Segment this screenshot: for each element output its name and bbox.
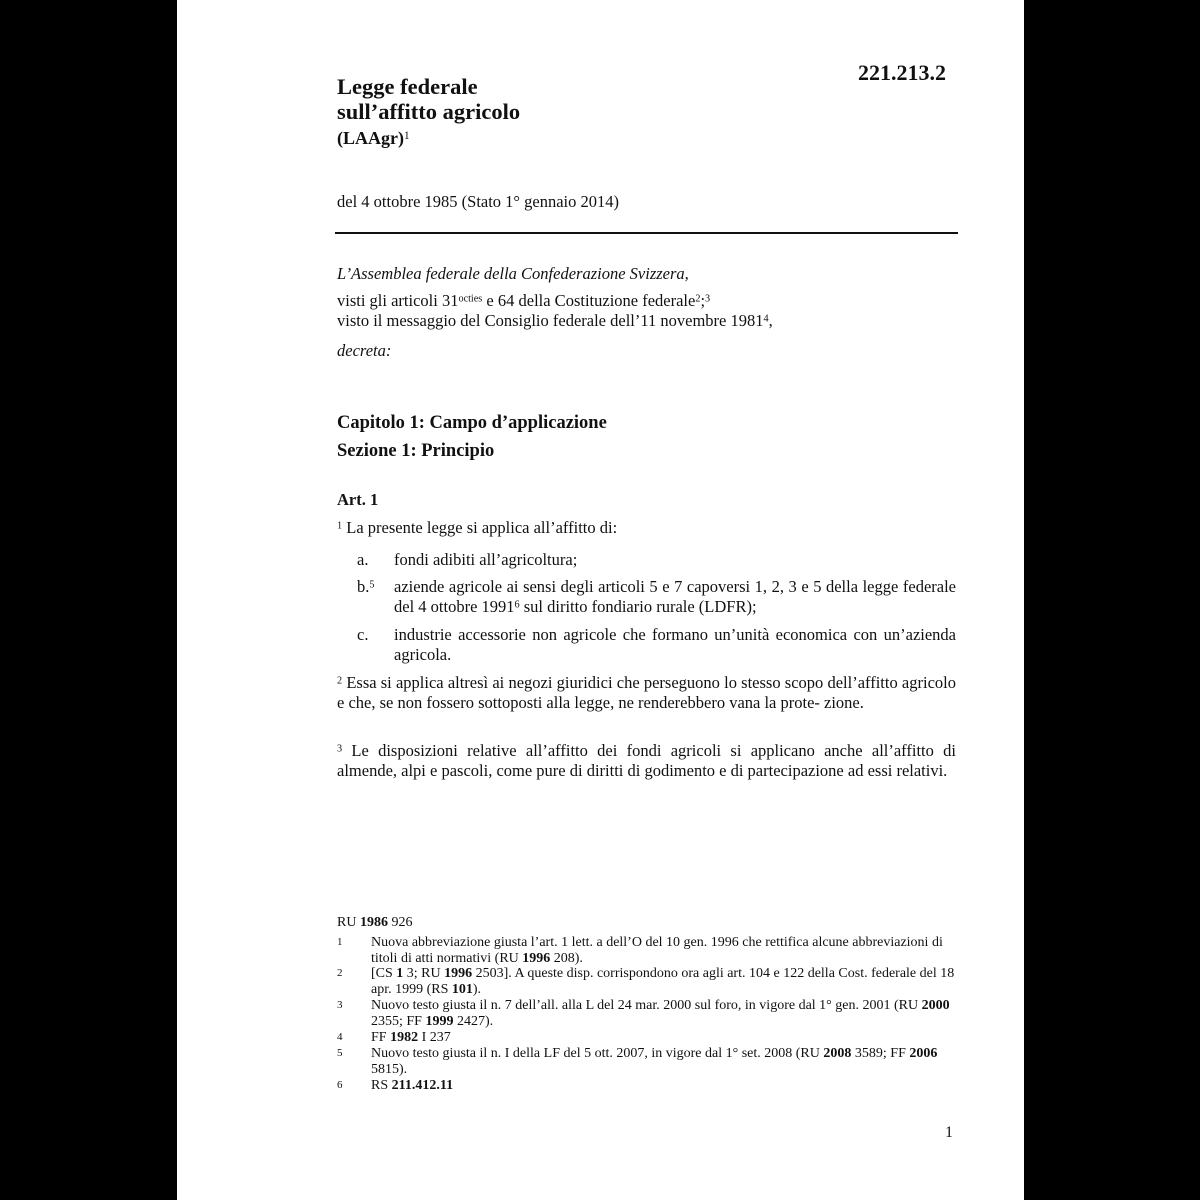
fn-bold: 1 [396,966,404,981]
footnote-ref[interactable]: 4 [763,313,769,325]
fn-bold: 2008 [823,1046,852,1061]
title-divider [335,232,958,234]
sr-number: 221.213.2 [858,60,946,85]
fn-part: 3589; FF [851,1046,910,1061]
footnote [337,998,957,1029]
fn-part: 3; RU [403,966,445,981]
ru-pre: RU [337,915,360,930]
abbreviation-text: (LAAgr) [337,128,404,148]
footnote-ref[interactable]: 5 [369,579,375,591]
section-heading: Sezione 1: Principio [337,441,495,461]
fn-part: 2355; FF [371,1013,426,1029]
visto-end: , [768,311,773,330]
footnote [337,1046,957,1077]
fn-bold: 1996 [444,966,473,981]
paragraph-text: La presente legge si applica all’affitto di: [342,518,618,537]
page-number: 1 [945,1124,953,1141]
list-item [357,625,956,665]
item-label: a. [357,550,369,569]
fn-part: 2427). [453,1013,494,1029]
law-abbreviation [337,128,410,149]
fn-bold: 211.412.11 [391,1078,454,1093]
fn-bold: 101 [451,981,473,997]
document-page [177,0,1024,1200]
fn-part: ). [472,981,482,997]
footnote-number: 6 [337,1079,343,1091]
list-item [357,550,956,570]
item-text: industrie accessorie non agricole che formano un’unità economica con un’azienda agricola. [394,625,956,664]
fn-part: Nuova abbreviazione giusta l’art. 1 lett. a dell’O del 10 gen. 1996 che rettifica alcune abbreviazioni di titoli di atti normativi (RU [371,935,943,966]
fn-part: 5815). [371,1061,408,1077]
law-date: del 4 ottobre 1985 (Stato 1° gennaio 2014) [337,192,620,211]
item-text: fondi adibiti all’agricoltura; [394,550,578,569]
footnote-text [371,1046,957,1077]
item-text [394,577,956,617]
visti-text: visti gli articoli 31 [337,291,459,310]
fn-bold: 1982 [390,1030,419,1045]
article-paragraph-3 [337,741,956,781]
preamble-visti [337,291,710,311]
fn-bold: 1999 [425,1013,454,1029]
paragraph-number: 3 [337,743,343,755]
title-line-1: Legge federale [337,74,478,99]
footnote-ref[interactable]: 6 [514,599,520,611]
item-text-post: sul diritto fondiario rurale (LDFR); [519,597,757,616]
paragraph-number: 1 [337,520,343,532]
footnote-text [371,1030,957,1046]
fn-bold: 2006 [909,1046,938,1061]
octies-sup: octies [458,293,483,305]
article-paragraph-1 [337,518,956,538]
fn-part: Nuovo testo giusta il n. I della LF del 5 ott. 2007, in vigore dal 1° set. 2008 (RU [371,1046,824,1061]
ru-page: 926 [387,915,413,930]
footnote-text [371,998,957,1029]
fn-part: 208). [550,950,583,966]
footnote [337,1030,957,1046]
footnote-number: 4 [337,1031,343,1043]
footnote-number: 2 [337,967,343,979]
item-text-pre: aziende agricole ai sensi degli articoli 5 e 7 capoversi 1, 2, 3 e 5 della legge federale del 4 ottobre 1991 [394,577,956,616]
paragraph-text: Essa si applica altresì ai negozi giuridici che perseguono lo stesso scopo dell’affitto agricolo e che, se non fossero sottoposti alla legge, ne renderebbero vana la prote- zione. [337,673,956,712]
fn-part: FF [371,1030,391,1045]
preamble-authority: L’Assemblea federale della Confederazione Svizzera, [337,264,689,283]
footnote [337,966,957,997]
item-label [357,577,374,597]
footnote-text [371,966,957,997]
paragraph-number: 2 [337,675,343,687]
fn-part: Nuovo testo giusta il n. 7 dell’all. alla L del 24 mar. 2000 sul foro, in vigore dal 1° gen. 2001 (RU [371,998,922,1013]
visti-text-2: e 64 della Costituzione federale [482,291,696,310]
visto-text: visto il messaggio del Consiglio federale dell’11 novembre 1981 [337,311,764,330]
article-paragraph-2 [337,673,956,713]
footnote-number: 5 [337,1047,343,1059]
ru-year: 1986 [359,915,388,930]
footnote-ref[interactable]: 1 [403,129,410,142]
article-title: Art. 1 [337,490,379,509]
law-title [337,74,520,124]
fn-part: I 237 [418,1030,451,1045]
item-label: c. [357,625,369,644]
footnote-text [371,1078,957,1094]
footnote [337,1078,957,1094]
preamble-visto [337,311,773,331]
footnote-ref[interactable]: 2 [695,293,701,305]
footnote-number: 3 [337,999,343,1011]
fn-part: 2503]. A queste disp. corrispondono ora agli art. 104 e 122 della Cost. federale del 18 apr. 1999 (RS [371,966,955,997]
fn-part: RS [371,1078,392,1093]
paragraph-text: Le disposizioni relative all’affitto dei fondi agricoli si applicano anche all’affitto di almende, alpi e pascoli, come pure di diritti di godimento e di partecipazione ad essi relativi. [337,741,956,780]
footnote [337,935,957,966]
footnote-ref[interactable]: 3 [705,293,711,305]
title-line-2: sull’affitto agricolo [337,99,521,124]
list-item [357,577,956,617]
item-label-text: b. [357,577,370,596]
footnote-text [371,935,957,966]
separator: ; [700,291,706,310]
fn-part: [CS [371,966,397,981]
fn-bold: 1996 [522,950,551,966]
ru-reference [337,915,412,931]
chapter-heading: Capitolo 1: Campo d’applicazione [337,413,607,433]
fn-bold: 2000 [921,998,950,1013]
footnote-number: 1 [337,936,343,948]
preamble-decreta: decreta: [337,341,392,360]
